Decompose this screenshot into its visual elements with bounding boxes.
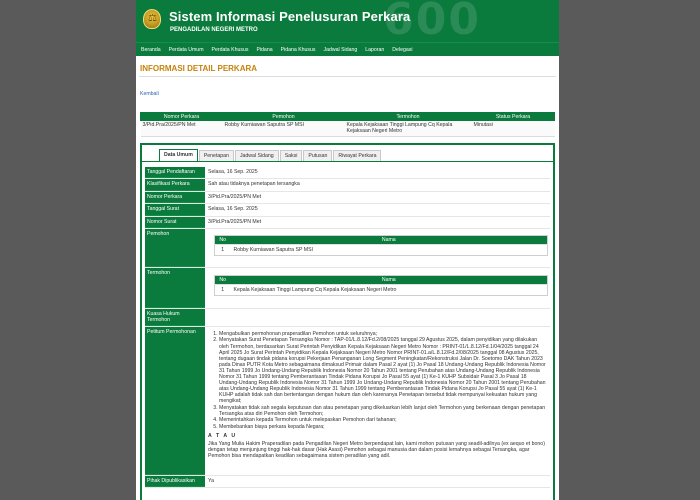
- row-klasifikasi: [145, 179, 550, 191]
- cell-nama: Kepala Kejaksaan Tinggi Lampung Cq Kepala Kejaksaan Negeri Metro: [231, 285, 548, 296]
- value-tanggal-pendaftaran: Selasa, 16 Sep. 2025: [208, 169, 258, 175]
- petitum-closing: Jika Yang Mulia Hakim Praperadilan pada Pengadilan Negeri Metro berpendapat lain, kami mohon putusan yang seadil-adilnya (ex aequo et bono) dengan tetap menjunjung tinggi hak-hak dasar (Hak Asasi) Pemohon sebagai manusia dan dalam posisi lemahnya sebagai Tersangka, agar Pemohon bisa mendapatkan keadilan sebagaimana sistem peradilan yang adil.: [208, 441, 545, 460]
- page: [136, 0, 559, 500]
- nav-jadwal-sidang[interactable]: Jadwal Sidang: [323, 46, 358, 53]
- value-termohon: [205, 268, 551, 308]
- label-tanggal-surat: Tanggal Surat: [145, 204, 205, 215]
- nav-perdata-khusus[interactable]: Perdata Khusus: [211, 46, 249, 53]
- list-item: 2. Menyatakan Surat Penetapan Tersangka Nomor : TAP-01/L.8.12/Fd.2/08/2025 tanggal 29 Agustus 2025, dalam penyidikan yang dilakukan oleh Termohon, berdasarkan Surat Perintah Penyidikan Kepala Kejaksaan Negeri Metro Nomor : PRINT-01/L.8.12/Fd.1/04/2025 tanggal 24 April 2025 Jo Surat Perintah Penyidikan Kepala Kejaksaan Negeri Metro Nomor PRINT-01.a/L.8.12/Fd.2/08/2025 tanggal 08 Agustus 2025, tentang dugaan tindak pidana korupsi Pekerjaan Penanganan Long Segment Peningkatan/Rekonstruksi Jalan Dr. Soetomo DAK Tahun 2023 pada Dinas PUTR Kota Metro sebagaimana dimaksud Primair dalam Pasal 2 ayat (1) Jo Pasal 18 Undang-Undang Republik Indonesia Nomor 31 Tahun 1999 Jo Undang-Undang Republik Indonesia Nomor 20 Tahun 2001 tentang Perubahan atas Undang-Undang Republik Indonesia Nomor 31 Tahun 1999 tentang Pemberantasan Tindak Pidana Korupsi Jo Pasal 55 ayat (1) Ke-1 KUHP Subsidair Pasal 3 Jo Pasal 18 Undang-Undang Republik Indonesia Nomor 31 Tahun 1999 Jo Undang-Undang Republik Indonesia Nomor 20 Tahun 2001 tentang Perubahan atas Undang-Undang Republik Indonesia Nomor 31 Tahun 1999 tentang Pemberantasan Tindak Pidana Korupsi Jo Pasal 55 ayat (1) Ke-1 KUHP adalah tidak sah dan bertentangan dengan hukum dan oleh karenanya Penetapan tersebut tidak mempunyai kekuatan hukum yang mengikat;: [219, 337, 547, 404]
- list-item: 1. Mengabulkan permohonan praperadilan Pemohon untuk seluruhnya;: [219, 331, 547, 337]
- tab-penetapan[interactable]: Penetapan: [199, 150, 234, 161]
- tab-riwayat-perkara[interactable]: Riwayat Perkara: [333, 150, 381, 161]
- case-summary-table: [140, 112, 555, 137]
- row-termohon: [145, 268, 550, 309]
- tab-data-umum[interactable]: Data Umum: [159, 149, 198, 161]
- col-termohon: Termohon: [345, 113, 472, 121]
- col-pemohon: Pemohon: [223, 113, 345, 121]
- row-kuasa-hukum: [145, 309, 550, 327]
- label-klasifikasi: Klasifikasi Perkara: [145, 179, 205, 190]
- page-title: INFORMASI DETAIL PERKARA: [140, 64, 258, 73]
- list-item: 4. Memerintahkan kepada Termohon untuk melepaskan Pemohon dari tahanan;: [219, 417, 547, 423]
- row-nomor-perkara: [145, 192, 550, 204]
- cell-nomor-perkara: 3/Pid.Pra/2025/PN Met: [141, 121, 223, 137]
- detail-rows: [145, 167, 550, 488]
- value-nomor-surat: 3/Pid.Pra/2025/PN Met: [208, 218, 262, 225]
- table-row: [141, 121, 555, 137]
- nav-pidana-khusus[interactable]: Pidana Khusus: [280, 46, 316, 53]
- pemohon-table: [214, 235, 548, 256]
- cell-no: 1: [215, 285, 231, 296]
- row-pihak-dipublikasikan: [145, 476, 550, 488]
- value-pemohon: [205, 229, 551, 267]
- row-nomor-surat: [145, 217, 550, 229]
- label-tanggal-pendaftaran: Tanggal Pendaftaran: [145, 167, 205, 178]
- value-pihak-dipublikasikan: Ya: [208, 478, 214, 485]
- col-no: No: [215, 236, 231, 245]
- nav-delegasi[interactable]: Delegasi: [392, 46, 413, 53]
- back-link[interactable]: Kembali: [140, 91, 159, 97]
- value-petitum: [205, 327, 550, 475]
- col-status-perkara: Status Perkara: [472, 113, 555, 121]
- list-item: 5. Membebankan biaya perkara kepada Negara;: [219, 424, 547, 430]
- label-nomor-perkara: Nomor Perkara: [145, 192, 205, 203]
- row-tanggal-surat: [145, 204, 550, 216]
- cell-termohon: Kepala Kejaksaan Tinggi Lampung Cq Kepala Kejaksaan Negeri Metro: [345, 121, 472, 137]
- nav-pidana[interactable]: Pidana: [256, 46, 273, 53]
- table-row: [215, 285, 548, 296]
- court-name: PENGADILAN NEGERI METRO: [170, 27, 258, 33]
- detail-tabs: [142, 148, 553, 162]
- value-tanggal-surat: Selasa, 16 Sep. 2025: [208, 206, 258, 213]
- label-termohon: Termohon: [145, 268, 205, 308]
- table-row: [215, 245, 548, 256]
- row-pemohon: [145, 229, 550, 268]
- nav-laporan[interactable]: Laporan: [365, 46, 385, 53]
- detail-panel: [140, 143, 555, 500]
- site-title: Sistem Informasi Penelusuran Perkara: [169, 9, 411, 24]
- col-nama: Nama: [231, 236, 548, 245]
- label-petitum: Petitum Permohonan: [145, 327, 205, 475]
- col-nama: Nama: [231, 276, 548, 285]
- label-pemohon: Pemohon: [145, 229, 205, 267]
- main-nav: [136, 42, 559, 56]
- cell-pemohon: Robby Kurniawan Saputra SP MSI: [223, 121, 345, 137]
- cell-status: Minutasi: [472, 121, 555, 137]
- site-header: [136, 0, 559, 42]
- value-kuasa-hukum: [205, 309, 550, 326]
- row-petitum: [145, 327, 550, 476]
- court-logo-icon: ⚖: [143, 9, 161, 29]
- tab-saksi[interactable]: Saksi: [280, 150, 303, 161]
- tab-jadwal-sidang[interactable]: Jadwal Sidang: [235, 150, 279, 161]
- header-watermark: 600: [383, 0, 481, 42]
- value-klasifikasi: Sah atau tidaknya penetapan tersangka: [208, 181, 300, 188]
- col-no: No: [215, 276, 231, 285]
- cell-no: 1: [215, 245, 231, 256]
- label-nomor-surat: Nomor Surat: [145, 217, 205, 228]
- label-pihak-dipublikasikan: Pihak Dipublikasikan: [145, 476, 205, 487]
- list-item: 3. Menyatakan tidak sah segala keputusan dan atau penetapan yang dikeluarkan lebih lanjut oleh Termohon yang berkenaan dengan penetapan Tersangka atas diri Pemohon oleh Termohon;: [219, 405, 547, 417]
- label-kuasa-hukum: Kuasa Hukum Termohon: [145, 309, 205, 326]
- nav-beranda[interactable]: Beranda: [141, 46, 161, 53]
- tab-putusan[interactable]: Putusan: [303, 150, 332, 161]
- nav-perdata-umum[interactable]: Perdata Umum: [168, 46, 204, 53]
- cell-nama: Robby Kurniawan Saputra SP MSI: [231, 245, 548, 256]
- col-nomor-perkara: Nomor Perkara: [141, 113, 223, 121]
- row-tanggal-pendaftaran: [145, 167, 550, 179]
- divider: [139, 76, 556, 77]
- petitum-list: [208, 331, 547, 430]
- atau-heading: A T A U: [208, 432, 237, 439]
- value-nomor-perkara: 3/Pid.Pra/2025/PN Met: [208, 193, 262, 200]
- termohon-table: [214, 275, 548, 296]
